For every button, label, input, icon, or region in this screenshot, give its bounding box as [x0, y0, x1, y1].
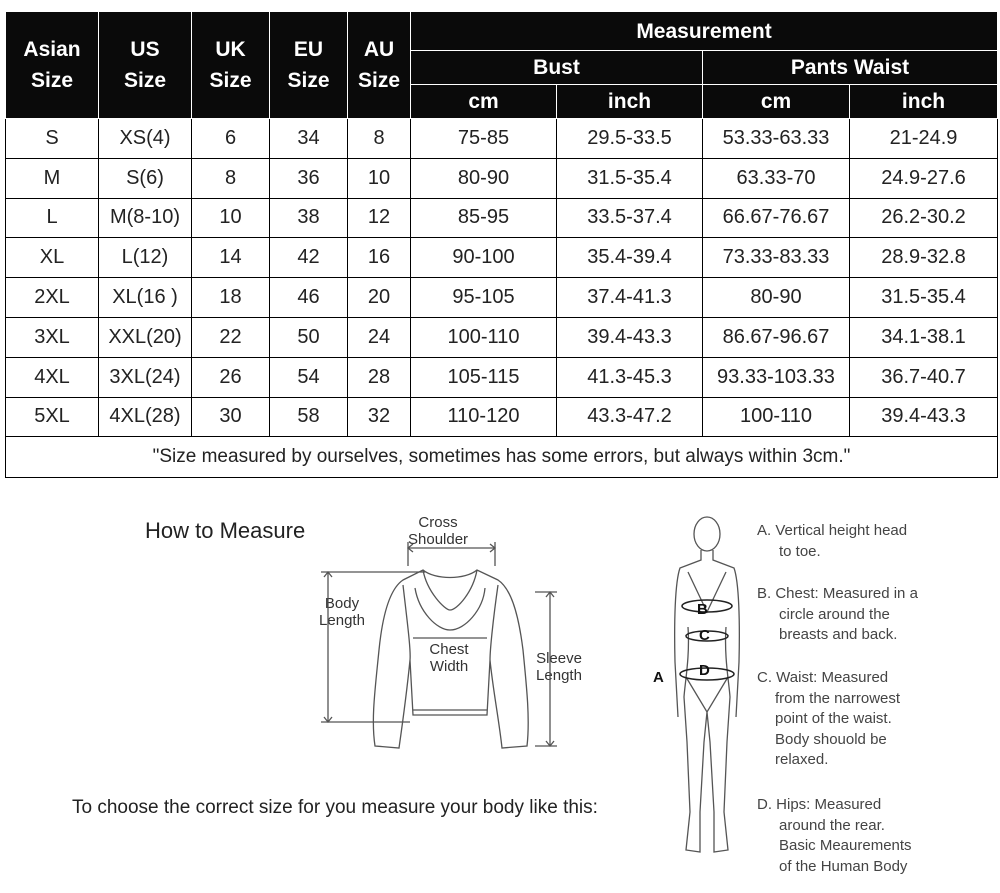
- table-cell: 3XL: [6, 317, 99, 357]
- table-cell: 31.5-35.4: [557, 158, 703, 198]
- table-cell: 41.3-45.3: [557, 357, 703, 397]
- table-cell: 93.33-103.33: [703, 357, 850, 397]
- table-cell: 4XL(28): [99, 397, 192, 437]
- table-cell: 80-90: [411, 158, 557, 198]
- table-row: [6, 357, 998, 397]
- header-bust: Bust: [411, 51, 703, 85]
- table-cell: 63.33-70: [703, 158, 850, 198]
- desc-d: D. Hips: Measured around the rear. Basic Meaurements of the Human Body: [757, 796, 912, 875]
- body-length-label: Body Length: [319, 595, 365, 629]
- table-cell: 28.9-32.8: [850, 238, 998, 278]
- table-cell: XL: [6, 238, 99, 278]
- table-row: [6, 158, 998, 198]
- table-cell: L(12): [99, 238, 192, 278]
- table-cell: 50: [270, 317, 348, 357]
- table-cell: 36.7-40.7: [850, 357, 998, 397]
- table-cell: 14: [192, 238, 270, 278]
- table-cell: S: [6, 119, 99, 159]
- table-cell: 8: [192, 158, 270, 198]
- table-cell: 37.4-41.3: [557, 278, 703, 318]
- table-cell: 34.1-38.1: [850, 317, 998, 357]
- table-cell: 75-85: [411, 119, 557, 159]
- table-cell: 30: [192, 397, 270, 437]
- header-waist-inch: inch: [850, 85, 998, 119]
- table-cell: 36: [270, 158, 348, 198]
- size-chart-table: [5, 11, 998, 478]
- table-cell: 20: [348, 278, 411, 318]
- table-cell: 39.4-43.3: [557, 317, 703, 357]
- header-bust-inch: inch: [557, 85, 703, 119]
- header-waist-cm: cm: [703, 85, 850, 119]
- header-pants-waist: Pants Waist: [703, 51, 998, 85]
- choose-size-text: To choose the correct size for you measure your body like this:: [72, 797, 598, 818]
- size-note: "Size measured by ourselves, sometimes has some errors, but always within 3cm.": [6, 437, 998, 478]
- table-cell: 5XL: [6, 397, 99, 437]
- table-cell: 31.5-35.4: [850, 278, 998, 318]
- table-cell: 100-110: [703, 397, 850, 437]
- table-cell: 100-110: [411, 317, 557, 357]
- header-us-size: US Size: [99, 12, 192, 119]
- table-row: [6, 198, 998, 238]
- table-row: [6, 119, 998, 159]
- table-cell: 26.2-30.2: [850, 198, 998, 238]
- header-au-size: AU Size: [348, 12, 411, 119]
- header-eu-size: EU Size: [270, 12, 348, 119]
- table-cell: 80-90: [703, 278, 850, 318]
- table-cell: 35.4-39.4: [557, 238, 703, 278]
- table-cell: 54: [270, 357, 348, 397]
- table-cell: 33.5-37.4: [557, 198, 703, 238]
- table-cell: 32: [348, 397, 411, 437]
- table-cell: 18: [192, 278, 270, 318]
- table-cell: XXL(20): [99, 317, 192, 357]
- letter-a: A: [653, 669, 664, 686]
- sleeve-length-label: Sleeve Length: [536, 650, 582, 684]
- table-cell: 38: [270, 198, 348, 238]
- table-cell: 53.33-63.33: [703, 119, 850, 159]
- table-cell: 2XL: [6, 278, 99, 318]
- header-measurement: Measurement: [411, 12, 998, 51]
- how-to-measure-title: How to Measure: [145, 518, 306, 543]
- table-cell: 4XL: [6, 357, 99, 397]
- table-cell: 58: [270, 397, 348, 437]
- desc-b: B. Chest: Measured in a circle around the breasts and back.: [757, 585, 918, 643]
- table-cell: 110-120: [411, 397, 557, 437]
- table-cell: 46: [270, 278, 348, 318]
- table-cell: 3XL(24): [99, 357, 192, 397]
- desc-c: C. Waist: Measured from the narrowest point of the waist. Body shouold be relaxed.: [757, 669, 901, 768]
- table-cell: 24: [348, 317, 411, 357]
- header-bust-cm: cm: [411, 85, 557, 119]
- table-cell: 39.4-43.3: [850, 397, 998, 437]
- chest-width-label: Chest Width: [429, 641, 469, 675]
- table-cell: 28: [348, 357, 411, 397]
- table-cell: XS(4): [99, 119, 192, 159]
- table-row: [6, 278, 998, 318]
- body-figure-icon: [660, 512, 755, 862]
- table-cell: 86.67-96.67: [703, 317, 850, 357]
- table-cell: 10: [348, 158, 411, 198]
- table-cell: M(8-10): [99, 198, 192, 238]
- table-cell: 21-24.9: [850, 119, 998, 159]
- table-row: [6, 397, 998, 437]
- table-cell: 43.3-47.2: [557, 397, 703, 437]
- table-cell: 42: [270, 238, 348, 278]
- table-cell: 12: [348, 198, 411, 238]
- table-cell: 66.67-76.67: [703, 198, 850, 238]
- letter-c: C: [699, 627, 710, 644]
- cross-shoulder-label: Cross Shoulder: [408, 514, 469, 548]
- letter-d: D: [699, 662, 710, 679]
- table-cell: S(6): [99, 158, 192, 198]
- table-cell: 90-100: [411, 238, 557, 278]
- table-cell: 16: [348, 238, 411, 278]
- letter-b: B: [697, 601, 708, 618]
- table-cell: 22: [192, 317, 270, 357]
- table-row: [6, 317, 998, 357]
- sweater-diagram-icon: [315, 540, 575, 755]
- table-cell: 73.33-83.33: [703, 238, 850, 278]
- header-asian-size: Asian Size: [6, 12, 99, 119]
- table-cell: 8: [348, 119, 411, 159]
- table-cell: 95-105: [411, 278, 557, 318]
- desc-a: A. Vertical height head to toe.: [757, 522, 908, 560]
- table-cell: 105-115: [411, 357, 557, 397]
- table-cell: L: [6, 198, 99, 238]
- header-uk-size: UK Size: [192, 12, 270, 119]
- table-cell: 26: [192, 357, 270, 397]
- table-cell: XL(16 ): [99, 278, 192, 318]
- table-cell: 6: [192, 119, 270, 159]
- table-cell: M: [6, 158, 99, 198]
- table-cell: 34: [270, 119, 348, 159]
- table-row: [6, 238, 998, 278]
- table-cell: 29.5-33.5: [557, 119, 703, 159]
- table-cell: 85-95: [411, 198, 557, 238]
- table-cell: 24.9-27.6: [850, 158, 998, 198]
- table-cell: 10: [192, 198, 270, 238]
